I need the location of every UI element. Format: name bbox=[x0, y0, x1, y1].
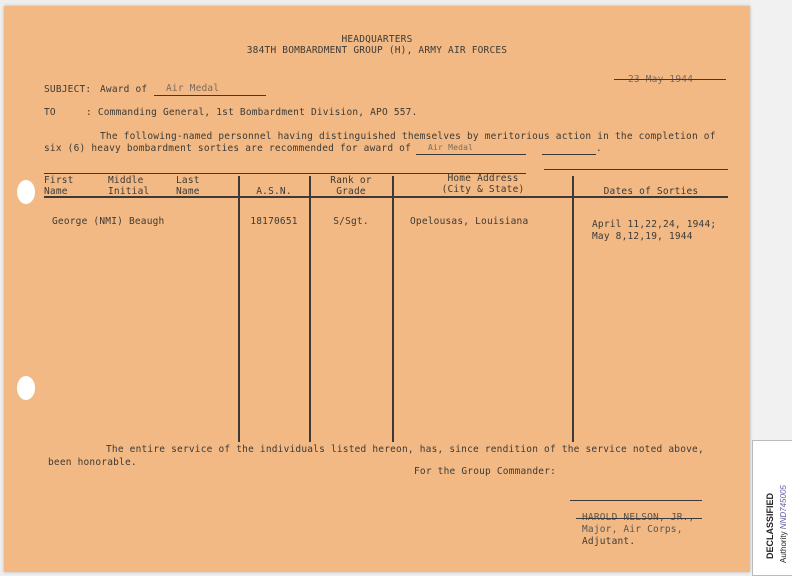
stamp-authority-number: NND745005 bbox=[779, 485, 788, 530]
stamp-authority-line bbox=[779, 485, 788, 563]
row-name: George (NMI) Beaugh bbox=[52, 216, 165, 227]
punch-hole-bottom bbox=[17, 376, 35, 400]
header-first-name-2: Name bbox=[44, 186, 68, 197]
signature-rank: Major, Air Corps, bbox=[582, 524, 683, 535]
footer-line-2: been honorable. bbox=[48, 457, 137, 468]
column-divider bbox=[572, 176, 574, 442]
header-home-2: (City & State) bbox=[441, 184, 525, 195]
header-rank-2: Grade bbox=[336, 186, 366, 197]
body-award: Air Medal bbox=[428, 143, 474, 152]
date-strike-line bbox=[614, 79, 726, 80]
to-label: TO bbox=[44, 107, 56, 118]
body-line-2: six (6) heavy bombardment sorties are recommended for award of bbox=[44, 143, 412, 154]
body-period: . bbox=[596, 143, 602, 154]
header-unit: 384TH BOMBARDMENT GROUP (H), ARMY AIR FORCES bbox=[246, 45, 508, 56]
row-rank: S/Sgt. bbox=[333, 216, 369, 227]
stamp-declassified: DECLASSIFIED bbox=[765, 492, 775, 559]
body-award-underline bbox=[416, 154, 526, 155]
subject-award: Air Medal bbox=[166, 83, 220, 94]
header-middle-initial-2: Initial bbox=[108, 186, 150, 197]
header-home: Home Address bbox=[447, 173, 519, 184]
header-last-name-2: Name bbox=[176, 186, 200, 197]
punch-hole-top bbox=[17, 180, 35, 204]
declassified-stamp bbox=[752, 440, 792, 576]
to-text: : Commanding General, 1st Bombardment Division, APO 557. bbox=[86, 107, 418, 118]
header-last-name: Last bbox=[176, 175, 200, 186]
row-dates-1: April 11,22,24, 1944; bbox=[592, 219, 717, 230]
signature-strike bbox=[576, 518, 702, 519]
row-home: Opelousas, Louisiana bbox=[410, 216, 529, 227]
body-blank-underline bbox=[542, 154, 596, 155]
document-page bbox=[4, 6, 750, 572]
footer-line-1: The entire service of the individuals listed hereon, has, since rendition of the service noted above, bbox=[106, 444, 704, 455]
header-first-name: First bbox=[44, 175, 74, 186]
stamp-authority-label: Authority bbox=[779, 531, 788, 563]
header-rank: Rank or bbox=[330, 175, 372, 186]
signature-title: Adjutant. bbox=[582, 536, 636, 547]
header-headquarters: HEADQUARTERS bbox=[341, 34, 413, 45]
subject-underline bbox=[154, 95, 266, 96]
for-group-commander: For the Group Commander: bbox=[414, 466, 557, 477]
header-asn: A.S.N. bbox=[256, 186, 292, 197]
table-top-rule-right bbox=[544, 169, 728, 170]
subject-text: Award of bbox=[100, 84, 148, 95]
header-dates: Dates of Sorties bbox=[603, 186, 699, 197]
header-middle-initial: Middle bbox=[108, 175, 144, 186]
body-line-1: The following-named personnel having distinguished themselves by meritorious action in the completion of bbox=[100, 131, 716, 142]
row-dates-2: May 8,12,19, 1944 bbox=[592, 231, 693, 242]
row-asn: 18170651 bbox=[250, 216, 298, 227]
subject-label: SUBJECT: bbox=[44, 84, 92, 95]
signature-line bbox=[570, 500, 702, 501]
column-divider bbox=[392, 176, 394, 442]
